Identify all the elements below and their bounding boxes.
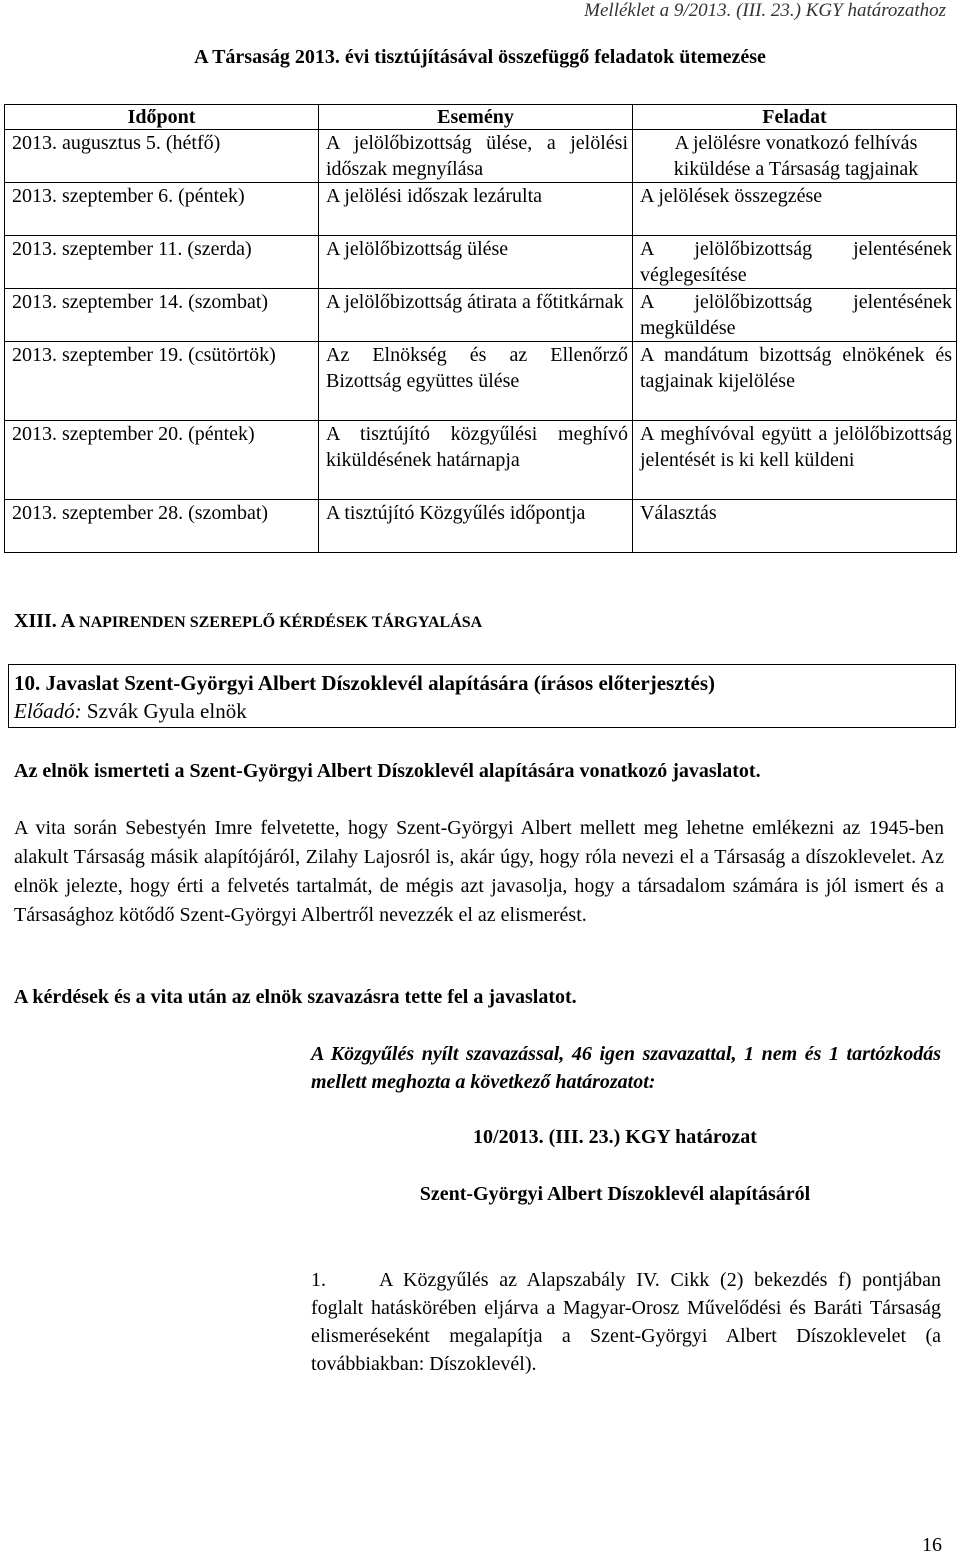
cell-event: Az Elnökség és az Ellenőrző Bizottság együttes ülése	[319, 342, 633, 421]
cell-event: A jelölőbizottság átirata a főtitkárnak	[319, 289, 633, 342]
cell-event: A tisztújító Közgyűlés időpontja	[319, 500, 633, 553]
point-number: 1.	[311, 1269, 326, 1291]
schedule-table	[4, 104, 957, 553]
cell-date: 2013. augusztus 5. (hétfő)	[5, 130, 319, 183]
presenter-name: Szvák Gyula elnök	[86, 699, 247, 723]
cell-task: A jelölésre vonatkozó felhívás kiküldése a Társaság tagjainak	[633, 130, 957, 183]
cell-task: Választás	[633, 500, 957, 553]
cell-task: A meghívóval együtt a jelölőbizottság jelentését is ki kell küldeni	[633, 421, 957, 500]
table-row	[5, 421, 957, 500]
cell-event: A jelölőbizottság ülése	[319, 236, 633, 289]
cell-task: A jelölések összegzése	[633, 183, 957, 236]
cell-task: A jelölőbizottság jelentésének véglegesítése	[633, 236, 957, 289]
cell-event: A tisztújító közgyűlési meghívó kiküldésének határnapja	[319, 421, 633, 500]
resolution-point-1	[311, 1266, 941, 1378]
table-row	[5, 289, 957, 342]
table-header-row	[5, 105, 957, 130]
cell-date: 2013. szeptember 20. (péntek)	[5, 421, 319, 500]
table-row	[5, 500, 957, 553]
agenda-item-box	[8, 664, 956, 728]
cell-event: A jelölőbizottság ülése, a jelölési időszak megnyílása	[319, 130, 633, 183]
table-row	[5, 342, 957, 421]
point-text: A Közgyűlés az Alapszabály IV. Cikk (2) bekezdés f) pontjában foglalt hatáskörében eljárva a Magyar-Orosz Művelődési és Baráti Társaság elismeréseként megalapítja a Szent-Györgyi Albert Díszoklevelet (a továbbiakban: Díszoklevél).	[311, 1269, 941, 1375]
document-title: A Társaság 2013. évi tisztújításával összefüggő feladatok ütemezése	[194, 46, 766, 68]
page-number: 16	[922, 1534, 942, 1556]
agenda-presenter-line	[14, 699, 247, 724]
resolution-number: 10/2013. (III. 23.) KGY határozat	[473, 1126, 757, 1148]
cell-task: A jelölőbizottság jelentésének megküldése	[633, 289, 957, 342]
cell-event: A jelölési időszak lezárulta	[319, 183, 633, 236]
column-header-event: Esemény	[319, 105, 633, 130]
vote-call-paragraph: A kérdések és a vita után az elnök szavazásra tette fel a javaslatot.	[14, 986, 577, 1008]
agenda-item-title: 10. Javaslat Szent-Györgyi Albert Díszoklevél alapítására (írásos előterjesztés)	[14, 671, 716, 695]
presenter-label: Előadó:	[14, 699, 82, 723]
section-title: NAPIRENDEN SZEREPLŐ KÉRDÉSEK TÁRGYALÁSA	[79, 614, 483, 631]
resolution-title: Szent-Györgyi Albert Díszoklevél alapításáról	[419, 1183, 811, 1205]
column-header-date: Időpont	[5, 105, 319, 130]
annex-reference: Melléklet a 9/2013. (III. 23.) KGY határozathoz	[584, 0, 946, 21]
column-header-task: Feladat	[633, 105, 957, 130]
section-heading	[14, 610, 482, 633]
section-number: XIII. A	[14, 610, 75, 632]
cell-task: A mandátum bizottság elnökének és tagjainak kijelölése	[633, 342, 957, 421]
cell-date: 2013. szeptember 6. (péntek)	[5, 183, 319, 236]
debate-paragraph: A vita során Sebestyén Imre felvetette, hogy Szent-Györgyi Albert mellett meg lehetne emlékezni az 1945-ben alakult Társaság másik alapítójáról, Zilahy Lajosról is, akár úgy, hogy róla nevezi el a Társaság a díszoklevelet. Az elnök jelezte, hogy érti a felvetés tartalmát, de mégis azt javasolja, hogy a társadalom számára is jól ismert és a Társasághoz kötődő Szent-Györgyi Albertről nevezzék el az elismerést.	[14, 817, 944, 926]
cell-date: 2013. szeptember 19. (csütörtök)	[5, 342, 319, 421]
table-row	[5, 130, 957, 183]
table-row	[5, 236, 957, 289]
intro-paragraph: Az elnök ismerteti a Szent-Györgyi Albert Díszoklevél alapítására vonatkozó javaslatot.	[14, 760, 761, 782]
cell-date: 2013. szeptember 14. (szombat)	[5, 289, 319, 342]
cell-date: 2013. szeptember 28. (szombat)	[5, 500, 319, 553]
table-row	[5, 183, 957, 236]
vote-result-paragraph: A Közgyűlés nyílt szavazással, 46 igen szavazattal, 1 nem és 1 tartózkodás mellett meghozta a következő határozatot:	[311, 1043, 941, 1093]
cell-date: 2013. szeptember 11. (szerda)	[5, 236, 319, 289]
